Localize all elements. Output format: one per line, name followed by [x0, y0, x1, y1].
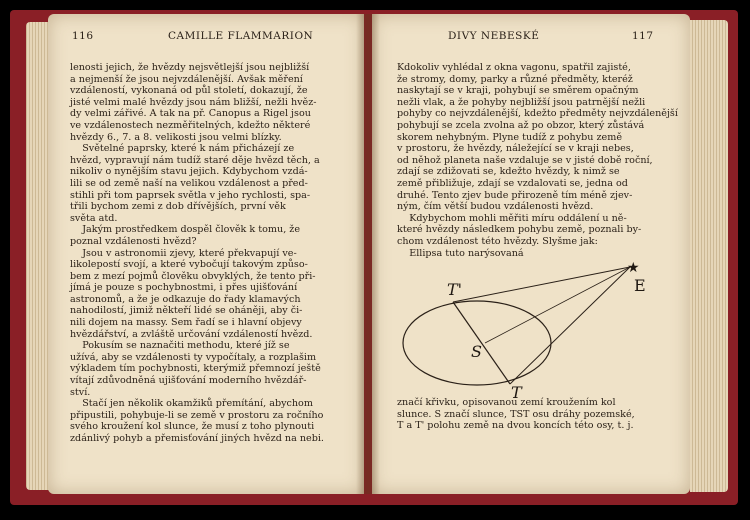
- text-line: země přibližuje, zdají se vzdalovati se, jedna od: [397, 177, 628, 189]
- parallax-diagram: [397, 255, 657, 400]
- text-line: hvězdy 6., 7. a 8. velikosti jsou velmi blízky.: [70, 131, 282, 143]
- text-line: T a T' polohu země na dvou koncích této osy, t. j.: [397, 420, 634, 432]
- text-line: Jsou v astronomii zjevy, které překvapují ve-: [70, 247, 297, 259]
- right-page-number: 117: [632, 30, 654, 42]
- book-gutter: [356, 14, 380, 494]
- text-line: nežli vlak, a že pohyby nejbližší jsou patrnější nežli: [397, 96, 646, 108]
- text-line: svého kroužení kol slunce, že musí z toho plynouti: [70, 421, 315, 433]
- text-line: ve vzdálenostech nezměřitelných, kdežto některé: [70, 119, 311, 131]
- text-line: zdají se zdižovati se, kdežto hvězdy, k nimž se: [397, 166, 620, 178]
- text-line: Světelné paprsky, které k nám přicházejí ze: [70, 143, 295, 155]
- text-line: od něhož planeta naše vzdaluje se v jisté době roční,: [397, 154, 653, 166]
- text-line: lili se od země naší na velikou vzdálenost a před-: [70, 177, 308, 189]
- sightline-t-prime: [453, 267, 630, 302]
- text-line: Pokusím se naznačiti methodu, které jíž se: [70, 340, 290, 352]
- text-line: pohybují se zcela zvolna až po obzor, který zůstává: [397, 119, 645, 131]
- text-line: které hvězdy následkem pohybu země, poznali by-: [397, 224, 642, 236]
- text-line: jisté velmi malé hvězdy jsou nám bližší, nežli hvěz-: [70, 96, 317, 108]
- text-line: výkladem tím pochybnosti, kterýmiž přemnozí ještě: [70, 363, 321, 375]
- right-page-body: [397, 62, 678, 259]
- label-t-prime: T': [447, 280, 463, 299]
- text-line: jímá je pouze s pochybnostmi, i přes ujišťování: [70, 282, 298, 294]
- left-page-body: [70, 62, 324, 445]
- text-line: bem z mezí pojmů člověku obvyklých, že tento při-: [70, 270, 316, 282]
- text-line: třili bychom zemi z dob dřívějších, první věk: [70, 201, 286, 213]
- text-line: nili dojem na massy. Sem řadí se i hlavní objevy: [70, 317, 302, 329]
- text-line: hvězdářství, a zvláště určování vzdáleností hvězd.: [70, 328, 313, 340]
- text-line: astronomů, a že je odkazuje do řady klamavých: [70, 293, 301, 305]
- text-line: Kdokoliv vyhlédal z okna vagonu, spatřil zajisté,: [397, 62, 631, 73]
- text-line: značí křivku, opisovanou zemí kroužením kol: [397, 397, 616, 408]
- text-line: chom vzdálenost této hvězdy. Slyšme jak:: [397, 235, 598, 247]
- text-line: světa atd.: [70, 212, 118, 224]
- text-line: vzdáleností, vykonaná od půl století, dokazují, že: [70, 85, 308, 97]
- right-page-edges: [690, 20, 728, 492]
- text-line: nahodilostí, jimiž někteří lidé se oháněji, aby či-: [70, 305, 303, 317]
- text-line: naskytají se v kraji, pohybují se směrem opačným: [397, 85, 639, 97]
- diagram-caption: [397, 397, 635, 432]
- text-line: užívá, aby se vzdálenosti ty vypočítaly, a rozplašim: [70, 351, 317, 363]
- text-line: likolepostí svojí, a které vybočují takovým způso-: [70, 259, 308, 271]
- text-line: Jakým prostředkem dospěl člověk k tomu, že: [70, 224, 301, 236]
- text-line: zdánlivý pohyb a přemisťování jiných hvězd na nebi.: [70, 433, 324, 444]
- text-line: nikoliv o nynějším stavu jejich. Kdybychom vzdá-: [70, 166, 308, 178]
- text-line: poznal vzdálenosti hvězd?: [70, 235, 197, 247]
- text-line: Kdybychom mohli měřiti míru oddálení u ně-: [397, 212, 627, 224]
- left-running-head: CAMILLE FLAMMARION: [168, 30, 314, 42]
- left-page-edges: [26, 22, 50, 490]
- text-line: v prostoru, že hvězdy, náležející se v kraji nebes,: [397, 143, 634, 155]
- star-icon: ★: [627, 260, 640, 276]
- text-line: že stromy, domy, parky a různé předměty, kteréž: [397, 73, 633, 85]
- text-line: lenosti jejich, že hvězdy nejsvětlejší jsou nejbližší: [70, 62, 310, 73]
- text-line: a nejmenší že jsou nejvzdálenější. Avšak měření: [70, 73, 303, 85]
- label-s: S: [471, 342, 482, 361]
- text-line: druhé. Tento zjev bude přirozeně tím méně zjev-: [397, 189, 633, 201]
- text-line: pohyby co nejvzdálenější, kdežto předměty nejvzdálenější: [397, 108, 678, 120]
- text-line: připustili, pohybuje-li se země v prostoru za ročního: [70, 409, 324, 421]
- text-line: skorem nehybným. Plyne tudíž z pohybu země: [397, 131, 623, 143]
- text-line: ným, čím větší budou vzdálenosti hvězd.: [397, 201, 594, 213]
- label-e: E: [634, 276, 646, 295]
- label-t: T: [511, 383, 522, 400]
- text-line: ství.: [70, 386, 91, 398]
- text-line: slunce. S značí slunce, TST osu dráhy pozemské,: [397, 408, 635, 420]
- text-line: Stačí jen několik okamžiků přemítání, abychom: [70, 398, 313, 410]
- text-line: dy velmi zářivé. A tak na př. Canopus a Rigel jsou: [70, 108, 311, 120]
- text-line: Ellipsa tuto narýsovaná: [397, 247, 524, 259]
- text-line: vítají zdůvodněná ujišťování moderního hvězdář-: [70, 375, 307, 387]
- sightline-t: [510, 267, 630, 384]
- left-page-number: 116: [72, 30, 94, 42]
- text-line: hvězd, vypravují nám tudíž staré děje hvězd těch, a: [70, 154, 320, 166]
- right-running-head: DIVY NEBESKÉ: [448, 30, 540, 42]
- text-line: stihli při tom paprsek světla v jeho rychlosti, spa-: [70, 189, 311, 201]
